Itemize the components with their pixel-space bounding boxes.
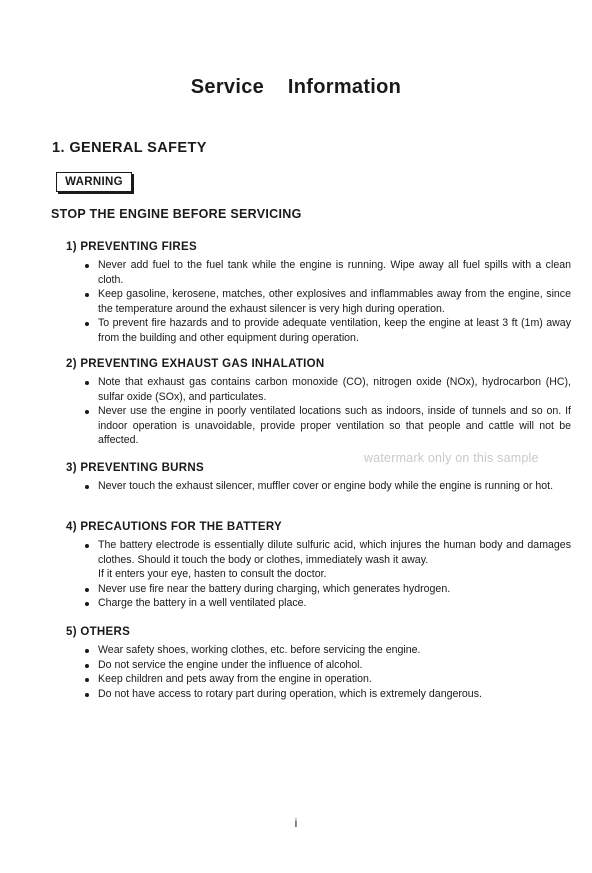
bullet-icon <box>85 485 89 489</box>
list-item <box>66 596 571 611</box>
bullet-list <box>66 643 571 701</box>
subsection-title: 5) OTHERS <box>66 626 131 638</box>
bullet-text: Charge the battery in a well ventilated place. <box>98 597 307 610</box>
bullet-icon <box>85 293 89 297</box>
bullet-text: To prevent fire hazards and to provide adequate ventilation, keep the engine at least 3 ft (1m) away from the building and other equipment during operation. <box>98 317 571 344</box>
list-item <box>66 582 571 597</box>
bullet-list <box>66 375 571 448</box>
list-item <box>66 316 571 345</box>
subsection-others <box>66 625 571 701</box>
bullet-text: Keep children and pets away from the engine in operation. <box>98 673 372 686</box>
bullet-icon <box>85 693 89 697</box>
bullet-icon <box>85 322 89 326</box>
page-title: Service Information <box>190 76 402 98</box>
bullet-icon <box>85 602 89 606</box>
list-item <box>66 643 571 658</box>
bullet-text: Never add fuel to the fuel tank while the engine is running. Wipe away all fuel spills with a clean cloth. <box>98 259 571 286</box>
watermark: watermark only on this sample <box>364 451 539 465</box>
list-item <box>66 672 571 687</box>
bullet-text: Do not service the engine under the influence of alcohol. <box>98 658 363 671</box>
bullet-text: Wear safety shoes, working clothes, etc. before servicing the engine. <box>98 644 421 656</box>
bullet-icon <box>85 544 89 548</box>
bullet-list <box>66 538 571 611</box>
bullet-icon <box>85 410 89 414</box>
list-item <box>66 404 571 448</box>
bullet-icon <box>85 664 89 668</box>
bullet-text: Keep gasoline, kerosene, matches, other explosives and inflammables away from the engine, since the temperature around the exhaust silencer is very high during operation. <box>98 288 571 315</box>
subsection-title: 2) PREVENTING EXHAUST GAS INHALATION <box>66 358 325 370</box>
list-item <box>66 538 571 582</box>
bullet-icon <box>85 649 89 653</box>
bullet-icon <box>85 588 89 592</box>
bullet-icon <box>85 381 89 385</box>
bullet-icon <box>85 264 89 268</box>
bullet-text: Never use fire near the battery during charging, which generates hydrogen. <box>98 582 451 595</box>
section-heading: 1. GENERAL SAFETY <box>52 140 207 156</box>
subsection-preventing-burns <box>66 461 571 494</box>
subsection-exhaust-gas <box>66 357 571 448</box>
bullet-text: Note that exhaust gas contains carbon monoxide (CO), nitrogen oxide (NOx), hydrocarbon (HC), sulfar oxide (SOx), and particulates. <box>98 376 571 403</box>
list-item <box>66 375 571 404</box>
warning-label: WARNING <box>56 172 132 192</box>
bullet-text: The battery electrode is essentially dilute sulfuric acid, which injures the human body and damages clothes. Should it touch the body or clothes, immediately wash it away. <box>98 539 571 566</box>
list-item <box>66 287 571 316</box>
bullet-text: Do not have access to rotary part during operation, which is extremely dangerous. <box>98 687 482 700</box>
bullet-list <box>66 258 571 346</box>
list-item <box>66 258 571 287</box>
bullet-icon <box>85 678 89 682</box>
list-item <box>66 687 571 702</box>
bullet-extra-text: If it enters your eye, hasten to consult the doctor. <box>98 568 327 581</box>
bullet-text: Never use the engine in poorly ventilated locations such as indoors, inside of tunnels and so on. If indoor operation is unavoidable, provide proper ventilation so that people and cattle will not be affected. <box>98 405 571 447</box>
subsection-title: 1) PREVENTING FIRES <box>66 241 197 253</box>
subsection-title: 4) PRECAUTIONS FOR THE BATTERY <box>66 521 283 533</box>
subsection-preventing-fires <box>66 240 571 346</box>
stop-engine-heading: STOP THE ENGINE BEFORE SERVICING <box>51 207 302 221</box>
subsection-battery <box>66 520 571 611</box>
list-item <box>66 658 571 673</box>
subsection-title: 3) PREVENTING BURNS <box>66 462 204 474</box>
page-number: i <box>294 816 298 830</box>
list-item <box>66 479 571 494</box>
bullet-list <box>66 479 571 494</box>
bullet-text: Never touch the exhaust silencer, muffler cover or engine body while the engine is running or hot. <box>98 480 554 492</box>
